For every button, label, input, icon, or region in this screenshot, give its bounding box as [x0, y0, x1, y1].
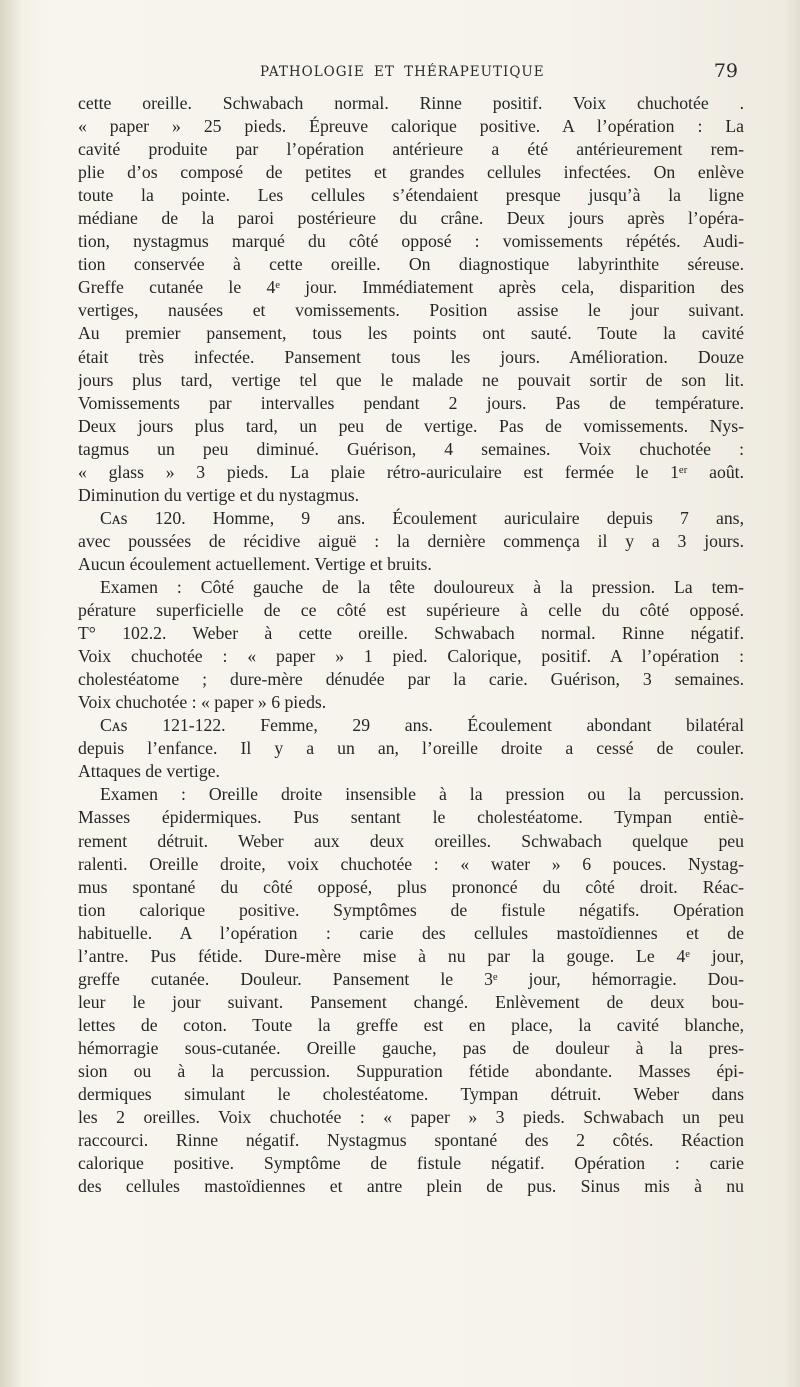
text-line: cholestéatome ; dure-mère dénudée par la carie. Guérison, 3 semaines. — [78, 669, 744, 690]
text-line: Masses épidermiques. Pus sentant le cholestéatome. Tympan entiè- — [78, 807, 744, 828]
text-line: Voix chuchotée : « paper » 6 pieds. — [78, 692, 327, 713]
text-line: mus spontané du côté opposé, plus prononcé du côté droit. Réac- — [78, 876, 744, 897]
text-line: dermiques simulant le cholestéatome. Tympan détruit. Weber dans — [78, 1084, 744, 1105]
text-line: des cellules mastoïdiennes et antre plein de pus. Sinus mis à nu — [78, 1176, 744, 1197]
text-line: pérature superficielle de ce côté est supérieure à celle du côté opposé. — [78, 600, 744, 621]
text-line: Au premier pansement, tous les points ont sauté. Toute la cavité — [78, 323, 744, 344]
text-line: l’antre. Pus fétide. Dure-mère mise à nu par la gouge. Le 4ᵉ jour, — [78, 945, 744, 966]
page-number: 79 — [713, 60, 738, 82]
text-line: Aucun écoulement actuellement. Vertige et bruits. — [78, 553, 432, 574]
text-line: tion calorique positive. Symptômes de fistule négatifs. Opération — [78, 899, 744, 920]
text-line: ralenti. Oreille droite, voix chuchotée : « water » 6 pouces. Nystag- — [78, 853, 744, 874]
text-line: plie d’os composé de petites et grandes cellules infectées. On enlève — [78, 162, 744, 183]
text-line: Greffe cutanée le 4ᵉ jour. Immédiatement après cela, disparition des — [78, 277, 744, 298]
page-edge-shadow — [784, 0, 800, 1387]
text-line: vertiges, nausées et vomissements. Position assise le jour suivant. — [78, 300, 744, 321]
text-line: Attaques de vertige. — [78, 761, 220, 782]
text-line: Cᴀs 121-122. Femme, 29 ans. Écoulement abondant bilatéral — [100, 715, 744, 736]
text-line: cette oreille. Schwabach normal. Rinne positif. Voix chuchotée . — [78, 93, 744, 113]
text-line: raccourci. Rinne négatif. Nystagmus spontané des 2 côtés. Réaction — [78, 1130, 744, 1151]
text-line: calorique positive. Symptôme de fistule négatif. Opération : carie — [78, 1153, 744, 1174]
text-line: Examen : Oreille droite insensible à la pression ou la percussion. — [100, 784, 744, 805]
text-line: Diminution du vertige et du nystagmus. — [78, 484, 360, 505]
text-line: « glass » 3 pieds. La plaie rétro-auriculaire est fermée le 1ᵉʳ août. — [78, 461, 744, 482]
body-text — [78, 92, 744, 1198]
text-line: avec poussées de récidive aiguë : la dernière commença il y a 3 jours. — [78, 530, 744, 551]
text-line: Examen : Côté gauche de la tête douloureux à la pression. La tem- — [100, 576, 744, 597]
text-line: depuis l’enfance. Il y a un an, l’oreille droite a cessé de couler. — [78, 738, 744, 759]
text-line: lettes de coton. Toute la greffe est en place, la cavité blanche, — [78, 1014, 744, 1035]
text-line: tion conservée à cette oreille. On diagnostique labyrinthite séreuse. — [78, 254, 744, 275]
page-binding-shadow — [0, 0, 22, 1387]
text-line: habituelle. A l’opération : carie des cellules mastoïdiennes et de — [78, 922, 744, 943]
text-line: cavité produite par l’opération antérieure a été antérieurement rem- — [78, 139, 744, 160]
text-line: médiane de la paroi postérieure du crâne. Deux jours après l’opéra- — [78, 208, 744, 229]
text-line: tagmus un peu diminué. Guérison, 4 semaines. Voix chuchotée : — [78, 438, 744, 459]
text-line: jours plus tard, vertige tel que le malade ne pouvait sortir de son lit. — [78, 369, 744, 390]
text-line: rement détruit. Weber aux deux oreilles. Schwabach quelque peu — [78, 830, 744, 851]
text-line: les 2 oreilles. Voix chuchotée : « paper » 3 pieds. Schwabach un peu — [78, 1107, 744, 1128]
running-head: PATHOLOGIE ET THÉRAPEUTIQUE — [260, 64, 545, 80]
text-line: hémorragie sous-cutanée. Oreille gauche, pas de douleur à la pres- — [78, 1037, 744, 1058]
text-line: leur le jour suivant. Pansement changé. Enlèvement de deux bou- — [78, 991, 744, 1012]
text-line: était très infectée. Pansement tous les jours. Amélioration. Douze — [78, 346, 744, 367]
text-line: « paper » 25 pieds. Épreuve calorique positive. A l’opération : La — [78, 116, 744, 137]
text-line: Vomissements par intervalles pendant 2 jours. Pas de température. — [78, 392, 744, 413]
text-line: T° 102.2. Weber à cette oreille. Schwabach normal. Rinne négatif. — [78, 623, 744, 644]
text-line: Deux jours plus tard, un peu de vertige. Pas de vomissements. Nys- — [78, 415, 744, 436]
text-line: Voix chuchotée : « paper » 1 pied. Calorique, positif. A l’opération : — [78, 646, 744, 667]
text-line: tion, nystagmus marqué du côté opposé : vomissements répétés. Audi- — [78, 231, 744, 252]
page-header — [260, 60, 740, 86]
text-line: toute la pointe. Les cellules s’étendaient presque jusqu’à la ligne — [78, 185, 744, 206]
text-line: sion ou à la percussion. Suppuration fétide abondante. Masses épi- — [78, 1060, 744, 1081]
text-line: greffe cutanée. Douleur. Pansement le 3ᵉ jour, hémorragie. Dou- — [78, 968, 744, 989]
text-line: Cᴀs 120. Homme, 9 ans. Écoulement auriculaire depuis 7 ans, — [100, 507, 744, 528]
